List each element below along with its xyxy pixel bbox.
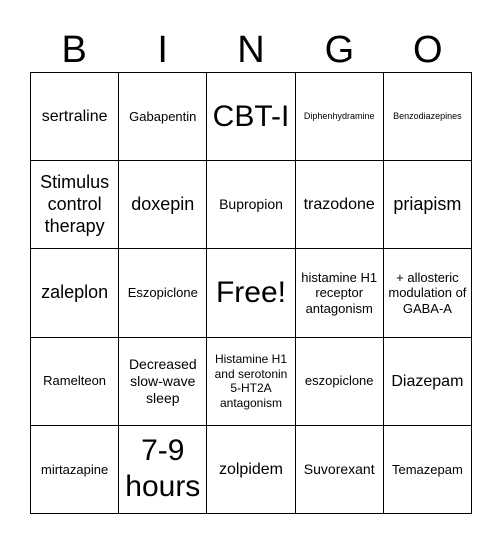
header-letter-i: I xyxy=(157,29,168,71)
bingo-cell[interactable]: mirtazapine xyxy=(31,426,119,514)
bingo-cell[interactable]: eszopiclone xyxy=(296,338,384,426)
header-letter-n: N xyxy=(237,29,265,71)
bingo-cell[interactable]: zolpidem xyxy=(207,426,295,514)
bingo-cell[interactable]: Eszopiclone xyxy=(119,249,207,337)
bingo-cell[interactable]: CBT-I xyxy=(207,73,295,161)
bingo-cell[interactable]: + allosteric modulation of GABA-A xyxy=(384,249,472,337)
bingo-cell[interactable]: Ramelteon xyxy=(31,338,119,426)
bingo-cell[interactable]: trazodone xyxy=(296,161,384,249)
bingo-cell[interactable]: priapism xyxy=(384,161,472,249)
header-letter-g: G xyxy=(324,29,355,71)
bingo-cell[interactable]: Diphenhydramine xyxy=(296,73,384,161)
bingo-cell[interactable]: histamine H1 receptor antagonism xyxy=(296,249,384,337)
bingo-cell[interactable]: Suvorexant xyxy=(296,426,384,514)
header-letter-b: B xyxy=(61,29,87,71)
bingo-cell[interactable]: zaleplon xyxy=(31,249,119,337)
bingo-cell[interactable]: Temazepam xyxy=(384,426,472,514)
bingo-cell[interactable]: doxepin xyxy=(119,161,207,249)
bingo-cell[interactable]: Benzodiazepines xyxy=(384,73,472,161)
bingo-header xyxy=(30,28,472,72)
bingo-cell[interactable]: 7-9 hours xyxy=(119,426,207,514)
bingo-cell[interactable]: Gabapentin xyxy=(119,73,207,161)
bingo-cell[interactable]: sertraline xyxy=(31,73,119,161)
bingo-cell[interactable]: Histamine H1 and serotonin 5-HT2A antagonism xyxy=(207,338,295,426)
bingo-free-space[interactable]: Free! xyxy=(207,249,295,337)
bingo-cell[interactable]: Stimulus control therapy xyxy=(31,161,119,249)
header-letter-o: O xyxy=(413,29,443,71)
bingo-cell[interactable]: Bupropion xyxy=(207,161,295,249)
bingo-cell[interactable]: Diazepam xyxy=(384,338,472,426)
bingo-cell[interactable]: Decreased slow-wave sleep xyxy=(119,338,207,426)
bingo-board xyxy=(30,72,472,514)
